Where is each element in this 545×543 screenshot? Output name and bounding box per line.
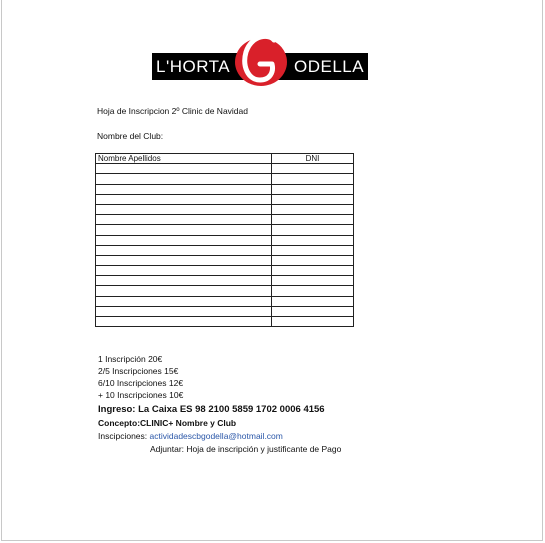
name-cell[interactable] bbox=[96, 174, 272, 184]
table-header-row bbox=[96, 154, 354, 164]
dni-cell[interactable] bbox=[272, 255, 354, 265]
column-header-name: Nombre Apellidos bbox=[96, 154, 272, 164]
name-cell[interactable] bbox=[96, 164, 272, 174]
dni-cell[interactable] bbox=[272, 184, 354, 194]
name-cell[interactable] bbox=[96, 235, 272, 245]
bank-account-line: Ingreso: La Caixa ES 98 2100 5859 1702 0006 4156 bbox=[98, 404, 325, 415]
dni-cell[interactable] bbox=[272, 296, 354, 306]
form-title: Hoja de Inscripcion 2º Clinic de Navidad bbox=[97, 106, 248, 116]
table-row bbox=[96, 245, 354, 255]
dni-cell[interactable] bbox=[272, 245, 354, 255]
name-cell[interactable] bbox=[96, 255, 272, 265]
table-row bbox=[96, 317, 354, 327]
dni-cell[interactable] bbox=[272, 266, 354, 276]
name-cell[interactable] bbox=[96, 306, 272, 316]
table-row bbox=[96, 164, 354, 174]
price-line: 2/5 Inscripciones 15€ bbox=[98, 366, 179, 376]
name-cell[interactable] bbox=[96, 245, 272, 255]
table-row bbox=[96, 225, 354, 235]
inscriptions-line bbox=[98, 431, 283, 441]
payment-concept-line: Concepto:CLINIC+ Nombre y Club bbox=[98, 418, 237, 428]
table-row bbox=[96, 276, 354, 286]
table-row bbox=[96, 215, 354, 225]
table-row bbox=[96, 286, 354, 296]
dni-cell[interactable] bbox=[272, 174, 354, 184]
table-row bbox=[96, 306, 354, 316]
table-row bbox=[96, 174, 354, 184]
dni-cell[interactable] bbox=[272, 194, 354, 204]
dni-cell[interactable] bbox=[272, 164, 354, 174]
table-row bbox=[96, 255, 354, 265]
table-body bbox=[96, 164, 354, 327]
logo-g-emblem bbox=[230, 30, 292, 90]
inscriptions-label: Inscipciones: bbox=[98, 431, 150, 441]
dni-cell[interactable] bbox=[272, 225, 354, 235]
name-cell[interactable] bbox=[96, 225, 272, 235]
dni-cell[interactable] bbox=[272, 235, 354, 245]
club-name-label: Nombre del Club: bbox=[97, 131, 164, 141]
name-cell[interactable] bbox=[96, 276, 272, 286]
column-header-dni: DNI bbox=[272, 154, 354, 164]
club-logo bbox=[150, 30, 370, 90]
name-cell[interactable] bbox=[96, 317, 272, 327]
name-cell[interactable] bbox=[96, 215, 272, 225]
dni-cell[interactable] bbox=[272, 286, 354, 296]
logo-right-text: ODELLA bbox=[294, 57, 365, 76]
registration-table bbox=[95, 153, 354, 327]
dni-cell[interactable] bbox=[272, 215, 354, 225]
table-row bbox=[96, 266, 354, 276]
contact-email-link[interactable]: actividadescbgodella@hotmail.com bbox=[149, 431, 283, 441]
price-line: + 10 Inscripciones 10€ bbox=[98, 390, 184, 400]
table-row bbox=[96, 235, 354, 245]
dni-cell[interactable] bbox=[272, 317, 354, 327]
table-row bbox=[96, 184, 354, 194]
name-cell[interactable] bbox=[96, 296, 272, 306]
name-cell[interactable] bbox=[96, 184, 272, 194]
name-cell[interactable] bbox=[96, 194, 272, 204]
attach-instructions: Adjuntar: Hoja de inscripción y justificante de Pago bbox=[150, 444, 342, 454]
name-cell[interactable] bbox=[96, 286, 272, 296]
table-row bbox=[96, 296, 354, 306]
logo-left-text: L'HORTA bbox=[156, 57, 231, 76]
dni-cell[interactable] bbox=[272, 306, 354, 316]
name-cell[interactable] bbox=[96, 266, 272, 276]
name-cell[interactable] bbox=[96, 204, 272, 214]
dni-cell[interactable] bbox=[272, 276, 354, 286]
price-line: 1 Inscripción 20€ bbox=[98, 354, 163, 364]
table-row bbox=[96, 194, 354, 204]
table-row bbox=[96, 204, 354, 214]
price-line: 6/10 Inscripciones 12€ bbox=[98, 378, 184, 388]
dni-cell[interactable] bbox=[272, 204, 354, 214]
